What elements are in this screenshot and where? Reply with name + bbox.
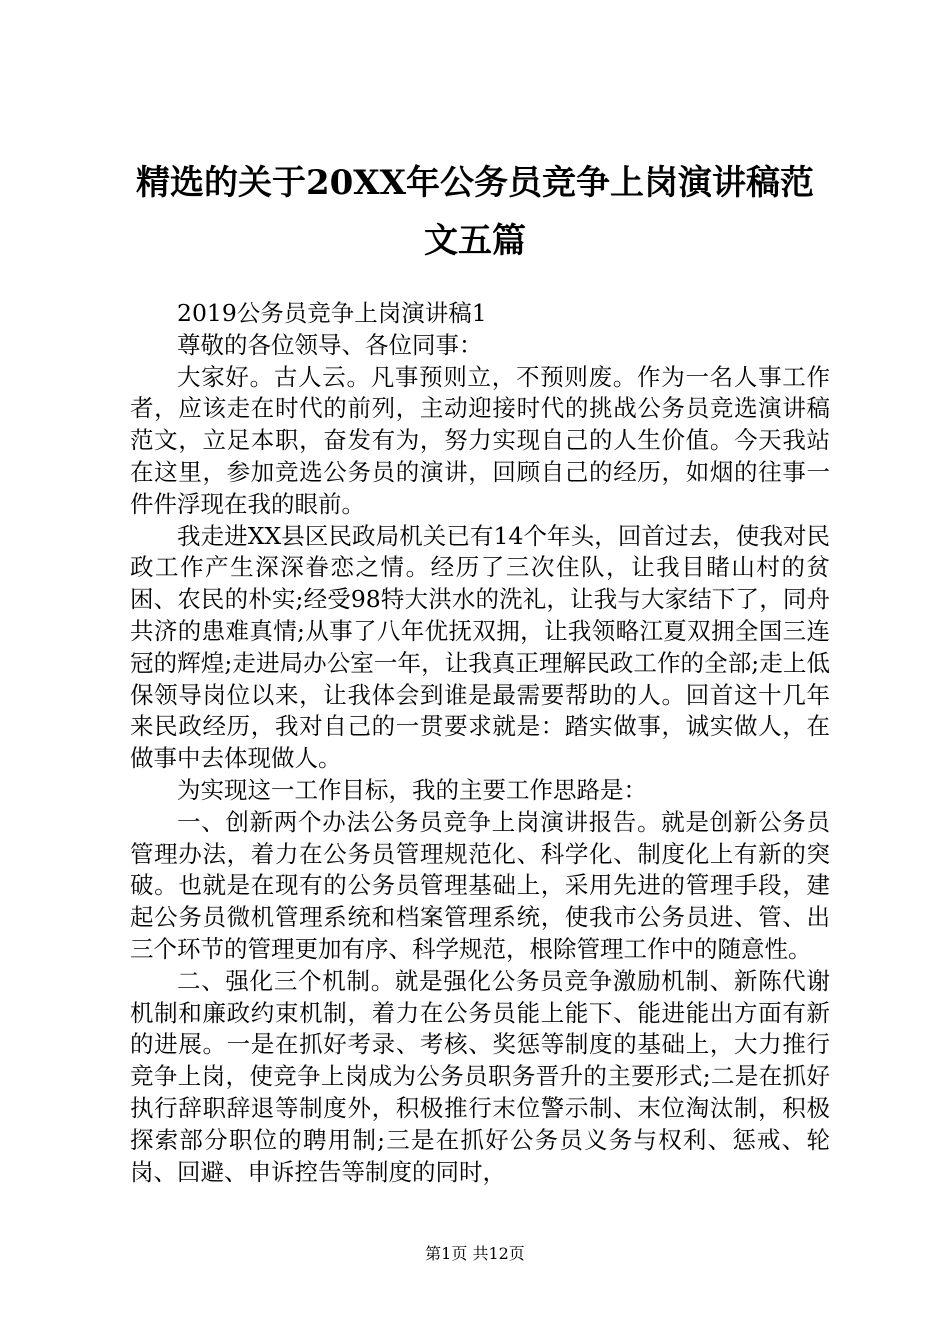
- body-paragraph: 二、强化三个机制。就是强化公务员竞争激励机制、新陈代谢机制和廉政约束机制，着力在公务员能上能下、能进能出方面有新的进展。一是在抓好考录、考核、奖惩等制度的基础上，大力推行竞争上岗，使竞争上岗成为公务员职务晋升的主要形式;二是在抓好执行辞职辞退等制度外，积极推行末位警示制、末位淘汰制，积极探索部分职位的聘用制;三是在抓好公务员义务与权利、惩戒、轮岗、回避、申诉控告等制度的同时，: [130, 966, 830, 1186]
- body-paragraph: 一、创新两个办法公务员竞争上岗演讲报告。就是创新公务员管理办法，着力在公务员管理规范化、科学化、制度化上有新的突破。也就是在现有的公务员管理基础上，采用先进的管理手段，建起公务员微机管理系统和档案管理系统，使我市公务员进、管、出三个环节的管理更加有序、科学规范，根除管理工作中的随意性。: [130, 807, 830, 963]
- speech-heading: 2019公务员竞争上岗演讲稿1: [177, 299, 487, 327]
- body-paragraph: 为实现这一工作目标，我的主要工作思路是：: [177, 775, 647, 804]
- salutation: 尊敬的各位领导、各位同事：: [177, 330, 483, 359]
- document-body: [130, 298, 830, 1188]
- page-number-footer: 第1页 共12页: [425, 1244, 525, 1263]
- document-title-line-2: 文五篇: [424, 221, 526, 261]
- body-paragraph: 我走进XX县区民政局机关已有14个年头，回首过去，使我对民政工作产生深深眷恋之情。经历了三次住队，让我目睹山村的贫困、农民的朴实;经受98特大洪水的洗礼，让我与大家结下了，同舟共济的患难真情;从事了八年优抚双拥，让我领略江夏双拥全国三连冠的辉煌;走进局办公室一年，让我真正理解民政工作的全部;走上低保领导岗位以来，让我体会到谁是最需要帮助的人。回首这十几年来民政经历，我对自己的一贯要求就是：踏实做事，诚实做人，在做事中去体现做人。: [130, 521, 830, 773]
- body-paragraph: 大家好。古人云。凡事预则立，不预则废。作为一名人事工作者，应该走在时代的前列，主动迎接时代的挑战公务员竞选演讲稿范文，立足本职，奋发有为，努力实现自己的人生价值。今天我站在这里，参加竞选公务员的演讲，回顾自己的经历，如烟的往事一件件浮现在我的眼前。: [130, 362, 830, 518]
- document-title-line-1: 精选的关于20XX年公务员竞争上岗演讲稿范: [135, 163, 815, 203]
